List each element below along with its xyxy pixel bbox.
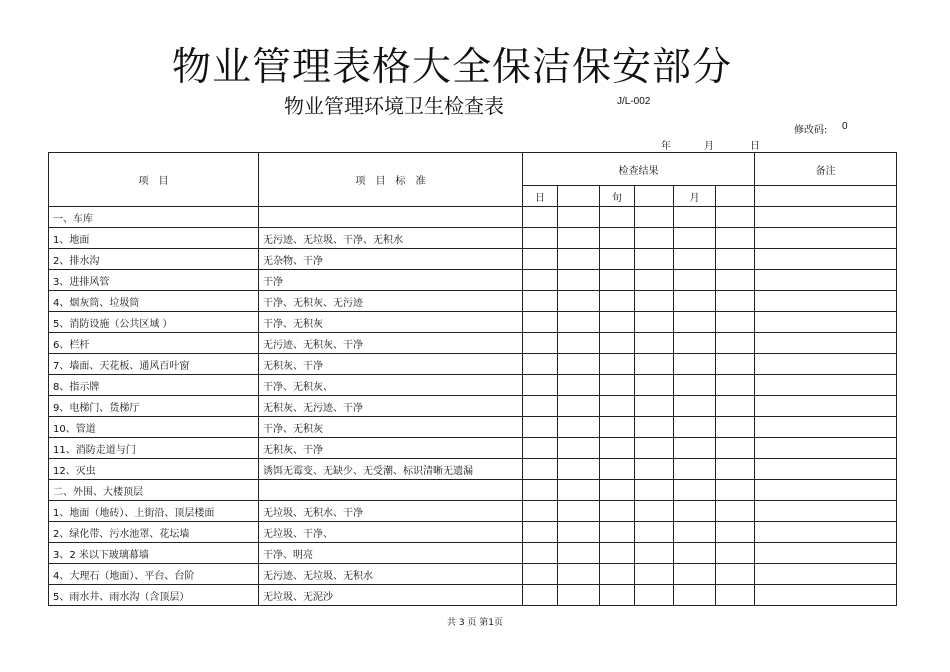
remark-cell[interactable]: [755, 438, 897, 459]
result-cell[interactable]: [635, 396, 674, 417]
standard-cell: 无积灰、干净: [259, 354, 523, 375]
result-cell[interactable]: [716, 417, 755, 438]
item-cell: 1、地面（地砖）、上街沿、顶层楼面: [49, 501, 259, 522]
sub-period-header: 旬: [600, 186, 635, 207]
result-cell[interactable]: [558, 354, 600, 375]
table-row: [49, 291, 897, 312]
result-cell[interactable]: [558, 396, 600, 417]
result-cell[interactable]: [558, 417, 600, 438]
col-remark-header: 备注: [755, 153, 897, 186]
result-cell[interactable]: [674, 228, 716, 249]
result-cell[interactable]: [600, 480, 635, 501]
table-row: [49, 249, 897, 270]
result-cell[interactable]: [674, 417, 716, 438]
result-cell[interactable]: [674, 312, 716, 333]
table-row: [49, 522, 897, 543]
result-cell[interactable]: [716, 564, 755, 585]
table-row: [49, 207, 897, 228]
result-cell[interactable]: [558, 438, 600, 459]
result-cell[interactable]: [558, 291, 600, 312]
result-cell[interactable]: [600, 291, 635, 312]
item-cell: 5、雨水井、雨水沟（含顶层）: [49, 585, 259, 606]
result-cell[interactable]: [674, 270, 716, 291]
remark-cell[interactable]: [755, 228, 897, 249]
result-cell[interactable]: [635, 564, 674, 585]
table-row: [49, 459, 897, 480]
document-code: J/L-002: [617, 96, 651, 107]
date-year-label: 年: [661, 141, 671, 152]
col-item-header: 项 目: [49, 153, 259, 207]
item-cell: 2、绿化带、污水池罩、花坛墙: [49, 522, 259, 543]
remark-cell[interactable]: [755, 207, 897, 228]
result-cell[interactable]: [523, 333, 558, 354]
result-cell[interactable]: [558, 459, 600, 480]
result-cell[interactable]: [674, 354, 716, 375]
remark-cell: [755, 186, 897, 207]
result-cell[interactable]: [635, 228, 674, 249]
result-cell[interactable]: [635, 270, 674, 291]
remark-cell[interactable]: [755, 522, 897, 543]
result-cell[interactable]: [635, 585, 674, 606]
item-cell: 2、排水沟: [49, 249, 259, 270]
table-row: [49, 333, 897, 354]
remark-cell[interactable]: [755, 480, 897, 501]
result-cell[interactable]: [600, 270, 635, 291]
result-cell[interactable]: [716, 585, 755, 606]
remark-cell[interactable]: [755, 291, 897, 312]
table-row: [49, 480, 897, 501]
result-cell[interactable]: [523, 438, 558, 459]
result-cell[interactable]: [523, 396, 558, 417]
result-cell[interactable]: [558, 207, 600, 228]
standard-cell: 干净、无积灰: [259, 312, 523, 333]
result-cell[interactable]: [523, 585, 558, 606]
remark-cell[interactable]: [755, 543, 897, 564]
standard-cell: 无积灰、干净: [259, 438, 523, 459]
standard-cell: 干净、明亮: [259, 543, 523, 564]
remark-cell[interactable]: [755, 501, 897, 522]
item-cell: 9、电梯门、货梯厅: [49, 396, 259, 417]
standard-cell: 诱饵无霉变、无缺少、无受潮、标识清晰无遗漏: [259, 459, 523, 480]
result-cell[interactable]: [558, 480, 600, 501]
item-cell: 7、墙面、天花板、通风百叶窗: [49, 354, 259, 375]
col-result-header: 检查结果: [523, 153, 755, 186]
result-cell[interactable]: [674, 480, 716, 501]
table-row: [49, 375, 897, 396]
standard-cell: 无杂物、干净: [259, 249, 523, 270]
date-day-label: 日: [750, 141, 760, 152]
result-cell[interactable]: [674, 501, 716, 522]
result-cell[interactable]: [600, 249, 635, 270]
result-cell[interactable]: [600, 312, 635, 333]
item-cell: 5、消防设施（公共区域 ）: [49, 312, 259, 333]
result-cell[interactable]: [523, 564, 558, 585]
result-cell[interactable]: [523, 375, 558, 396]
result-cell[interactable]: [716, 354, 755, 375]
standard-cell: 无污迹、无垃圾、干净、无积水: [259, 228, 523, 249]
result-cell[interactable]: [716, 480, 755, 501]
result-cell[interactable]: [674, 564, 716, 585]
result-cell[interactable]: [716, 501, 755, 522]
date-month-label: 月: [704, 141, 714, 152]
result-cell[interactable]: [600, 522, 635, 543]
header-row: [49, 153, 897, 186]
result-cell[interactable]: [523, 207, 558, 228]
result-cell[interactable]: [523, 270, 558, 291]
standard-cell: 干净: [259, 270, 523, 291]
result-cell[interactable]: [558, 585, 600, 606]
result-cell[interactable]: [558, 249, 600, 270]
result-cell[interactable]: [600, 333, 635, 354]
result-cell[interactable]: [716, 228, 755, 249]
result-cell[interactable]: [635, 375, 674, 396]
table-row: [49, 312, 897, 333]
result-cell[interactable]: [523, 291, 558, 312]
result-cell[interactable]: [523, 522, 558, 543]
result-cell[interactable]: [523, 249, 558, 270]
result-cell[interactable]: [523, 501, 558, 522]
result-cell[interactable]: [558, 270, 600, 291]
result-cell[interactable]: [674, 291, 716, 312]
result-cell[interactable]: [716, 333, 755, 354]
result-cell[interactable]: [716, 522, 755, 543]
result-cell[interactable]: [716, 291, 755, 312]
remark-cell[interactable]: [755, 312, 897, 333]
result-cell[interactable]: [635, 333, 674, 354]
table-row: [49, 543, 897, 564]
result-cell[interactable]: [600, 207, 635, 228]
result-cell[interactable]: [558, 333, 600, 354]
table-row: [49, 585, 897, 606]
result-cell[interactable]: [674, 396, 716, 417]
table-row: [49, 501, 897, 522]
result-cell[interactable]: [558, 543, 600, 564]
result-cell[interactable]: [600, 543, 635, 564]
result-cell[interactable]: [635, 417, 674, 438]
item-cell: 3、2 米以下玻璃幕墙: [49, 543, 259, 564]
result-cell[interactable]: [674, 249, 716, 270]
form-title: 物业管理环境卫生检查表: [284, 94, 504, 118]
result-cell[interactable]: [716, 459, 755, 480]
remark-cell[interactable]: [755, 354, 897, 375]
col-standard-header: 项 目 标 准: [259, 153, 523, 207]
result-cell[interactable]: [523, 228, 558, 249]
table-row: [49, 228, 897, 249]
item-cell: 4、烟灰筒、垃圾筒: [49, 291, 259, 312]
item-cell: 12、灭虫: [49, 459, 259, 480]
result-cell[interactable]: [716, 312, 755, 333]
standard-cell: 无垃圾、无泥沙: [259, 585, 523, 606]
standard-cell: 无积灰、无污迹、干净: [259, 396, 523, 417]
result-cell[interactable]: [716, 375, 755, 396]
result-cell[interactable]: [523, 480, 558, 501]
standard-cell: 干净、无积灰、无污迹: [259, 291, 523, 312]
item-cell: 11、消防走道与门: [49, 438, 259, 459]
standard-cell: 无垃圾、干净、: [259, 522, 523, 543]
result-cell[interactable]: [558, 228, 600, 249]
main-title: 物业管理表格大全保洁保安部分: [172, 45, 733, 90]
result-cell[interactable]: [600, 438, 635, 459]
table-row: [49, 270, 897, 291]
result-cell[interactable]: [674, 207, 716, 228]
result-cell[interactable]: [558, 375, 600, 396]
item-cell: 10、管道: [49, 417, 259, 438]
standard-cell: [259, 480, 523, 501]
standard-cell: [259, 207, 523, 228]
result-cell[interactable]: [635, 207, 674, 228]
result-cell[interactable]: [674, 333, 716, 354]
result-cell[interactable]: [600, 354, 635, 375]
result-cell[interactable]: [674, 375, 716, 396]
remark-cell[interactable]: [755, 564, 897, 585]
result-cell[interactable]: [523, 417, 558, 438]
standard-cell: 干净、无积灰: [259, 417, 523, 438]
result-cell[interactable]: [716, 207, 755, 228]
result-cell[interactable]: [558, 522, 600, 543]
standard-cell: 无污迹、无垃圾、无积水: [259, 564, 523, 585]
revision-value: 0: [842, 121, 848, 132]
remark-cell[interactable]: [755, 459, 897, 480]
result-cell[interactable]: [635, 543, 674, 564]
table-row: [49, 438, 897, 459]
inspection-table: [48, 152, 897, 606]
result-cell[interactable]: [600, 375, 635, 396]
result-cell[interactable]: [635, 249, 674, 270]
result-cell[interactable]: [716, 249, 755, 270]
result-cell[interactable]: [635, 354, 674, 375]
result-cell[interactable]: [716, 438, 755, 459]
sub-day-header: 日: [523, 186, 558, 207]
item-cell: 一、车库: [49, 207, 259, 228]
result-cell[interactable]: [558, 501, 600, 522]
item-cell: 4、大理石（地面）、平台、台阶: [49, 564, 259, 585]
table-row: [49, 354, 897, 375]
result-cell: [558, 186, 600, 207]
table-row: [49, 417, 897, 438]
result-cell[interactable]: [523, 543, 558, 564]
result-cell[interactable]: [600, 501, 635, 522]
item-cell: 3、进排风管: [49, 270, 259, 291]
result-cell[interactable]: [523, 312, 558, 333]
remark-cell[interactable]: [755, 270, 897, 291]
remark-cell[interactable]: [755, 417, 897, 438]
remark-cell[interactable]: [755, 396, 897, 417]
remark-cell[interactable]: [755, 333, 897, 354]
result-cell[interactable]: [635, 501, 674, 522]
table-row: [49, 396, 897, 417]
result-cell[interactable]: [600, 228, 635, 249]
remark-cell[interactable]: [755, 585, 897, 606]
standard-cell: 无垃圾、无积水、干净: [259, 501, 523, 522]
result-cell[interactable]: [674, 543, 716, 564]
page-footer: 共 3 页 第1页: [446, 618, 504, 628]
item-cell: 二、外围、大楼顶层: [49, 480, 259, 501]
item-cell: 1、地面: [49, 228, 259, 249]
revision-label: 修改码:: [794, 125, 828, 136]
result-cell[interactable]: [523, 354, 558, 375]
sub-month-header: 月: [674, 186, 716, 207]
result-cell[interactable]: [600, 564, 635, 585]
result-cell[interactable]: [635, 312, 674, 333]
result-cell[interactable]: [635, 291, 674, 312]
result-cell: [635, 186, 674, 207]
result-cell[interactable]: [635, 459, 674, 480]
result-cell[interactable]: [600, 585, 635, 606]
standard-cell: 无污迹、无积灰、干净: [259, 333, 523, 354]
result-cell[interactable]: [635, 480, 674, 501]
result-cell[interactable]: [716, 543, 755, 564]
table-row: [49, 564, 897, 585]
result-cell[interactable]: [635, 438, 674, 459]
result-cell[interactable]: [674, 438, 716, 459]
item-cell: 6、栏杆: [49, 333, 259, 354]
remark-cell[interactable]: [755, 375, 897, 396]
result-cell[interactable]: [674, 459, 716, 480]
result-cell[interactable]: [523, 459, 558, 480]
result-cell[interactable]: [635, 522, 674, 543]
remark-cell[interactable]: [755, 249, 897, 270]
result-cell[interactable]: [558, 312, 600, 333]
item-cell: 8、指示牌: [49, 375, 259, 396]
result-cell[interactable]: [600, 417, 635, 438]
result-cell: [716, 186, 755, 207]
result-cell[interactable]: [716, 396, 755, 417]
result-cell[interactable]: [600, 396, 635, 417]
standard-cell: 干净、无积灰、: [259, 375, 523, 396]
result-cell[interactable]: [558, 564, 600, 585]
result-cell[interactable]: [716, 270, 755, 291]
result-cell[interactable]: [674, 522, 716, 543]
result-cell[interactable]: [674, 585, 716, 606]
result-cell[interactable]: [600, 459, 635, 480]
